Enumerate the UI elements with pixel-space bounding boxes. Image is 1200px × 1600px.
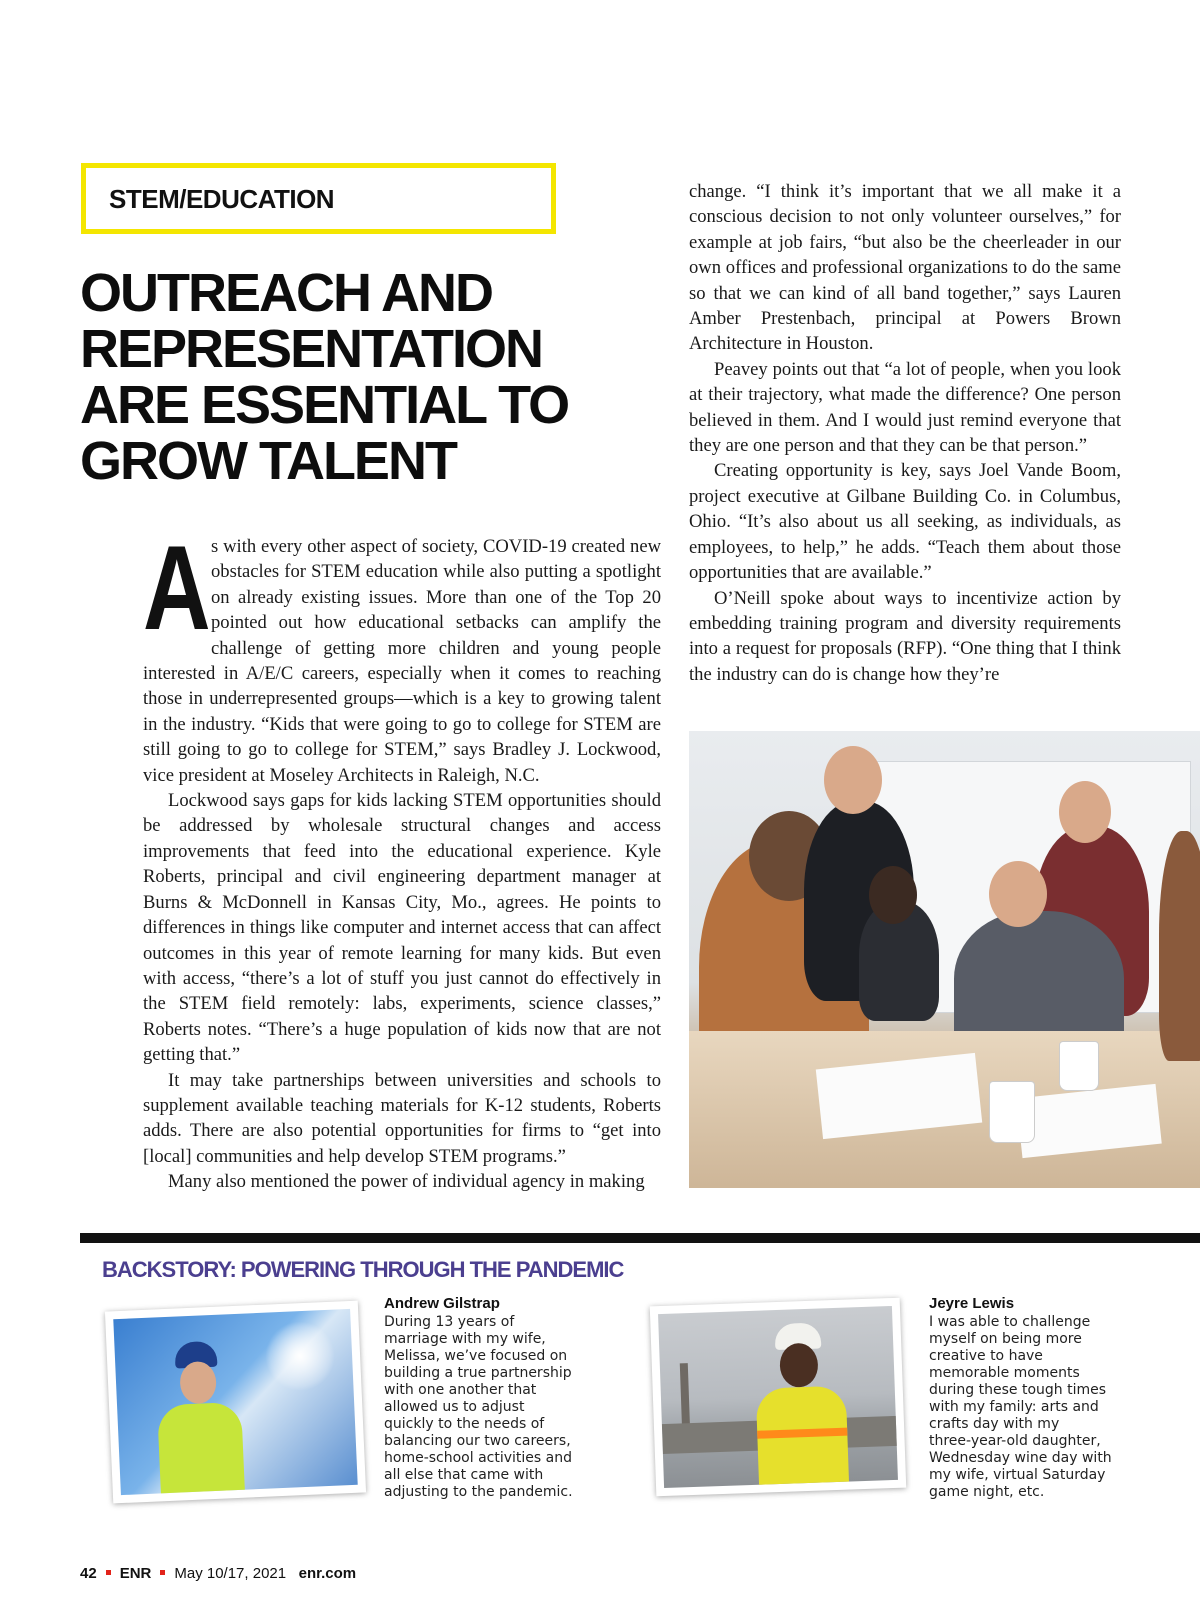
headline [80,265,620,489]
headline-line: OUTREACH AND [80,263,492,323]
profile-photo-lewis [650,1298,906,1497]
article-paragraph: Many also mentioned the power of individual agency in making [168,1171,645,1193]
person-head [824,746,882,814]
meeting-photo [689,731,1200,1188]
article-paragraph: change. “I think it’s important that we all make it a conscious decision to not only volunteer ourselves,” for example at job fairs, “but also be the cheerleader in our own offices and professional organizations to do the same so that we can kind of all band together,” says Lauren Amber Prestenbach, principal at Powers Brown Architecture in Houston. [689,181,1121,355]
bullet-square [160,1570,165,1575]
sun-flare [264,1320,337,1393]
publication-name: ENR [119,1565,152,1582]
article-paragraph: O’Neill spoke about ways to incentivize action by embedding training program and diversity requirements into a request for proposals (RFP). “One thing that I think the industry can do is change how they’re [689,587,1121,685]
issue-date: May 10/17, 2021 [174,1565,287,1582]
bullet-square [106,1570,111,1575]
person-head [869,866,917,924]
backstory-heading: BACKSTORY: POWERING THROUGH THE PANDEMIC [102,1257,624,1282]
section-label-box [81,163,556,234]
person-head [1059,781,1111,843]
profile-name: Andrew Gilstrap [384,1295,500,1312]
person [1159,831,1200,1061]
article-column-2 [689,179,1121,687]
person-head [989,861,1047,927]
profile-name: Jeyre Lewis [929,1295,1015,1312]
mug [1059,1041,1099,1091]
article-column-1 [143,521,661,1195]
site-url[interactable]: enr.com [298,1565,357,1582]
article-paragraph: It may take partnerships between universities and schools to supplement available teaching materials for K-12 students, Roberts adds. There are also potential opportunities for firms to “get into [local] communities and help develop STEM programs.” [143,1069,661,1167]
article-paragraph: Creating opportunity is key, says Joel Vande Boom, project executive at Gilbane Building Co. in Columbus, Ohio. “It’s also about us all seeking, as individuals, as employees, to help,” he adds. “Teach them about those opportunities that are available.” [689,460,1121,584]
drop-cap: A [143,521,211,655]
article-paragraph: Lockwood says gaps for kids lacking STEM opportunities should be addressed by wholesale structural changes and access improvements that feed into the educational experience. Kyle Roberts, principal and civil engineering department manager at Burns & McDonnell in Kansas City, Mo., agrees. He points to differences in things like computer and internet access that can affect outcomes in this year of remote learning for many kids. But even with access, “there’s a lot of stuff you just cannot do effectively in the STEM field remotely: labs, experiments, science classes,” Roberts notes. “There’s a huge population of kids now that are not getting that.” [143,790,661,1066]
divider-rule [80,1233,1200,1243]
headline-line: REPRESENTATION [80,319,543,379]
person-head [179,1361,217,1405]
profile-quote: I was able to challenge myself on being more creative to have memorable moments during these tough times with my family: arts and crafts day with my three-year-old daughter, Wednesday wine day with my wife, virtual Saturday game night, etc. [929,1314,1112,1500]
headline-line: GROW TALENT [80,431,456,491]
page-footer [80,1565,356,1582]
page-number: 42 [80,1565,97,1582]
person-head [779,1343,819,1388]
profile-quote: During 13 years of marriage with my wife, Melissa, we’ve focused on building a true partnership with one another that allowed us to adjust quickly to the needs of balancing our two careers, home-school activities and all else that came with adjusting to the pandemic. [384,1314,573,1500]
article-paragraph: Peavey points out that “a lot of people, when you look at their trajectory, what made the difference? One person believed in them. And I would just remind everyone that they are one person and that they can be that person.” [689,358,1121,457]
headline-line: ARE ESSENTIAL TO [80,375,569,435]
mug [989,1081,1035,1143]
article-paragraph [143,521,661,788]
section-label: STEM/EDUCATION [109,184,335,214]
paragraph-text: s with every other aspect of society, COVID-19 created new obstacles for STEM education while also putting a spotlight on already existing issues. More than one of the Top 20 pointed out how educational setbacks can amplify the challenge of getting more children and young people interested in A/E/C careers, especially when it comes to reaching those in underrepresented groups—which is a key to growing talent in the industry. “Kids that were going to go to college for STEM are still going to go to college for STEM,” says Bradley J. Lockwood, vice president at Moseley Architects in Raleigh, N.C. [143,536,661,786]
safety-vest [157,1402,245,1495]
profile-photo-gilstrap [105,1301,366,1504]
